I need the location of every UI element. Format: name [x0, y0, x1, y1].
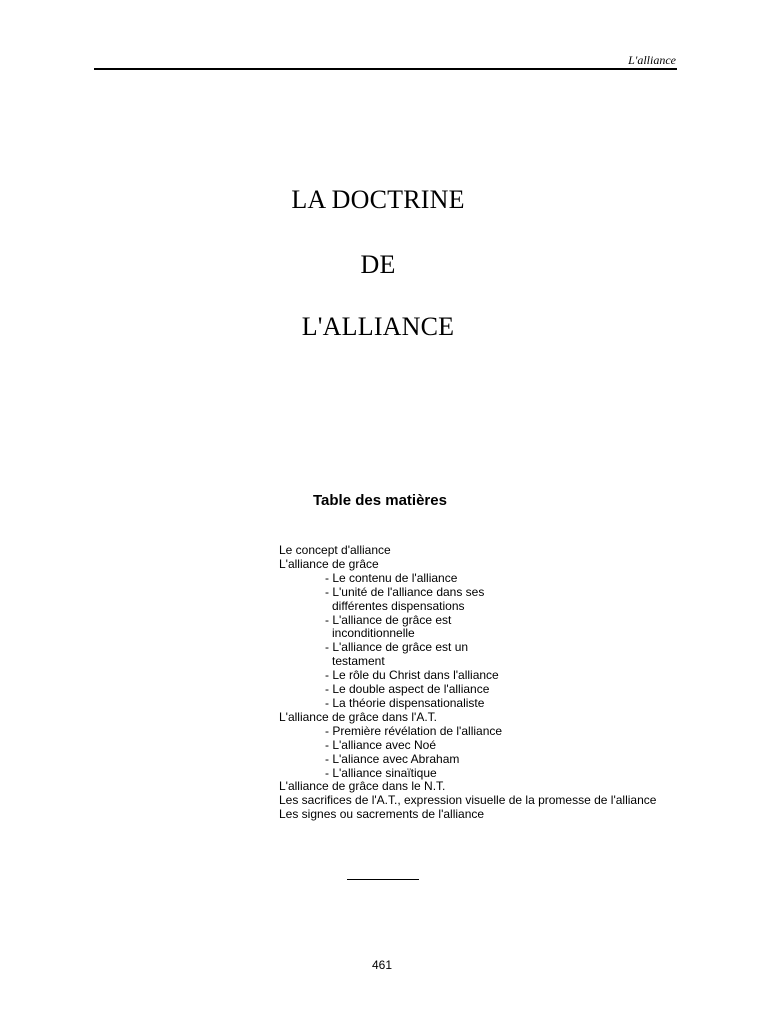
toc-entry: Les sacrifices de l'A.T., expression visuelle de la promesse de l'alliance: [279, 793, 657, 808]
toc-subentry: - L'alliance de grâce est: [325, 612, 452, 627]
toc-subentry: - L'unité de l'alliance dans ses: [325, 584, 485, 599]
toc-entry: Le concept d'alliance: [279, 543, 391, 557]
page-number: 461: [371, 958, 393, 972]
table-of-contents: [279, 544, 656, 822]
running-head: L'alliance: [628, 53, 676, 67]
toc-subentry: - L'alliance sinaïtique: [325, 765, 437, 780]
toc-subentry-continuation: inconditionnelle: [332, 626, 415, 641]
toc-subentry: - L'alliance avec Noé: [325, 737, 437, 752]
toc-entry: L'alliance de grâce dans le N.T.: [279, 779, 446, 794]
toc-subentry-continuation: différentes dispensations: [332, 598, 465, 613]
toc-entry: L'alliance de grâce dans l'A.T.: [279, 709, 438, 724]
toc-subentry: - Le contenu de l'alliance: [325, 570, 458, 585]
toc-subentry: - Le rôle du Christ dans l'alliance: [325, 668, 499, 683]
title-line-2: DE: [360, 250, 396, 279]
toc-heading: Table des matières: [313, 492, 447, 509]
header-rule: [94, 68, 677, 70]
end-rule: [347, 879, 419, 880]
toc-subentry-continuation: testament: [332, 654, 385, 669]
title-line-3: L'ALLIANCE: [301, 312, 455, 341]
toc-subentry: - L'alliance de grâce est un: [325, 640, 469, 655]
toc-entry: Les signes ou sacrements de l'alliance: [279, 807, 485, 822]
title-line-1: LA DOCTRINE: [291, 185, 465, 214]
toc-subentry: - La théorie dispensationaliste: [325, 695, 485, 710]
toc-subentry: - Première révélation de l'alliance: [325, 723, 503, 738]
toc-subentry: - L'aliance avec Abraham: [325, 751, 460, 766]
toc-entry: L'alliance de grâce: [279, 556, 379, 571]
toc-subentry: - Le double aspect de l'alliance: [325, 682, 490, 697]
